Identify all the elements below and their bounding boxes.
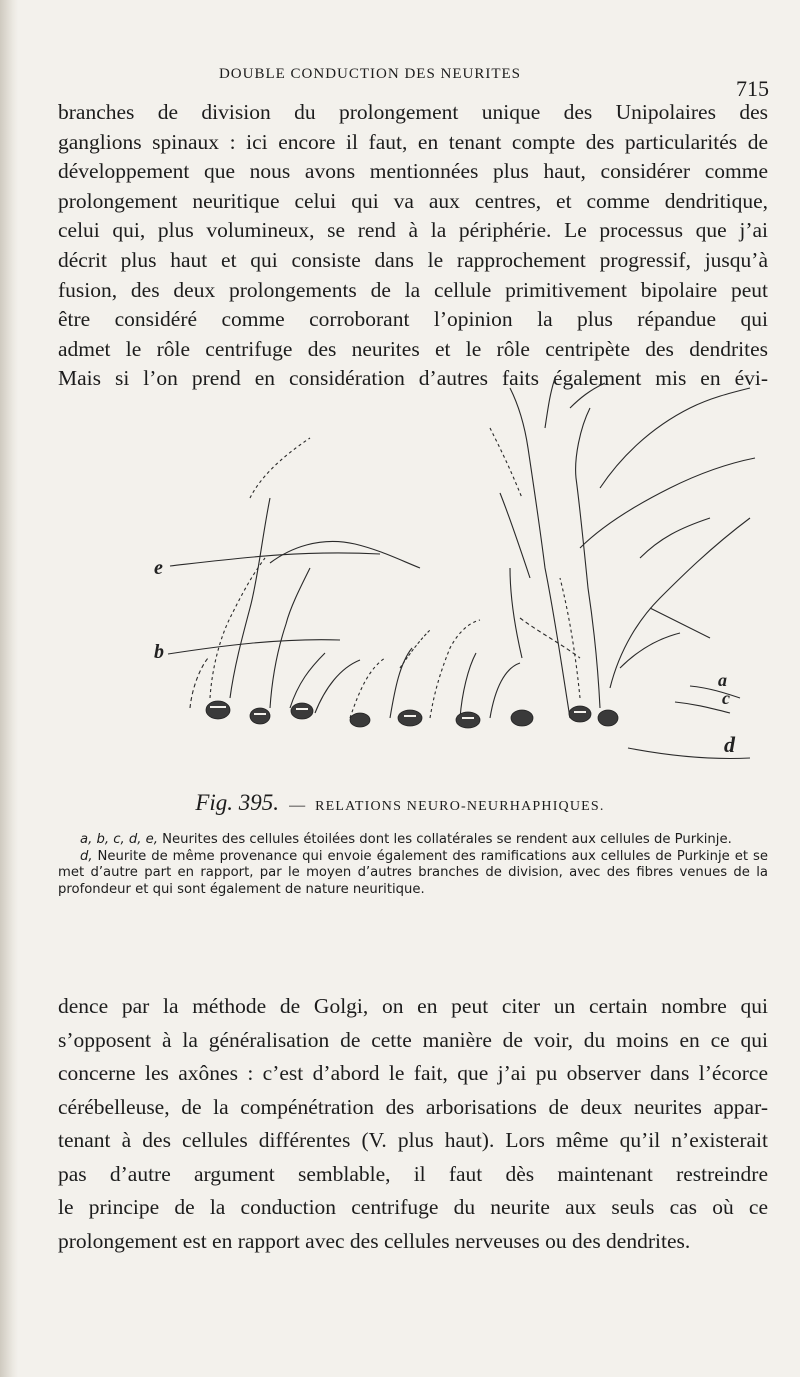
purkinje-cells [206, 701, 618, 728]
text-line: concerne les axônes : c’est d’abord le fait, que j’ai pu observer dans l’écorce [58, 1061, 768, 1085]
legend-text: Neurites des cellules étoilées dont les collatérales se rendent aux cellules de Purkinje. [157, 832, 732, 847]
caption-dash: — [289, 797, 306, 814]
legend-paragraph [58, 832, 768, 849]
text-line: ganglions spinaux : ici encore il faut, en tenant compte des particularités de [58, 129, 768, 154]
text-line: celui qui, plus volumineux, se rend à la périphérie. Le processus que j’ai [58, 218, 768, 243]
legend-paragraph [58, 849, 768, 899]
text-line: admet le rôle centrifuge des neurites et le rôle centripète des dendrites [58, 336, 768, 361]
text-line: s’opposent à la généralisation de cette manière de voir, du moins en ce qui [58, 1027, 768, 1052]
neuron-drawing [150, 368, 760, 773]
text-line: prolongement neuritique celui qui va aux centres, et comme dendritique, [58, 188, 768, 213]
label-a: a [718, 670, 727, 690]
body-text-bottom [58, 990, 768, 1258]
figure-caption [0, 790, 800, 816]
text-line: tenant à des cellules différentes (V. plus haut). Lors même qu’il n’existerait [58, 1128, 768, 1152]
text-line: le principe de la conduction centrifuge du neurite aux seuls cas où ce [58, 1195, 768, 1219]
text-line: décrit plus haut et qui consiste dans le rapprochement progressif, jusqu’à [58, 247, 768, 272]
figure-illustration [150, 368, 760, 773]
page-number: 715 [736, 76, 769, 101]
figure-title: RELATIONS NEURO-NEURHAPHIQUES. [315, 799, 605, 814]
label-c: c [722, 688, 730, 708]
text-line: pas d’autre argument semblable, il faut dès maintenant restreindre [58, 1161, 768, 1186]
text-line: fusion, des deux prolongements de la cellule primitivement bipolaire peut [58, 277, 768, 302]
legend-letters: a, b, c, d, e, [80, 832, 158, 847]
body-text-top [58, 98, 768, 394]
label-b: b [154, 641, 164, 663]
fibre-b [168, 640, 340, 654]
text-line: être considéré comme corroborant l’opinion la plus répandue qui [58, 307, 768, 332]
figure-number: Fig. 395. [195, 790, 280, 815]
label-e: e [154, 557, 163, 579]
running-head: DOUBLE CONDUCTION DES NEURITES [218, 66, 522, 82]
text-line: prolongement est en rapport avec des cellules nerveuses ou des dendrites. [58, 1228, 691, 1253]
text-line: cérébelleuse, de la compénétration des arborisations de deux neurites appar- [58, 1094, 768, 1119]
figure-legend [58, 832, 768, 898]
label-d: d [724, 732, 735, 757]
fibre-a [690, 686, 740, 698]
binding-shadow [0, 0, 18, 1377]
text-line: développement que nous avons mentionnées plus haut, considérer comme [58, 159, 768, 184]
legend-letters: d, [80, 848, 93, 864]
legend-text: Neurite de même provenance qui envoie également des ramifications aux cellules de Purkinje et se met d’autre part en rapport, par le moyen d’autres branches de division, avec des fibres venues de la profondeur et qui sont également de nature neuritique. [58, 848, 768, 897]
text-line: Mais si l’on prend en considération d’autres faits également mis en évi- [58, 366, 768, 391]
text-line: dence par la méthode de Golgi, on en peut citer un certain nombre qui [58, 994, 768, 1018]
text-line: branches de division du prolongement unique des Unipolaires des [58, 100, 768, 124]
